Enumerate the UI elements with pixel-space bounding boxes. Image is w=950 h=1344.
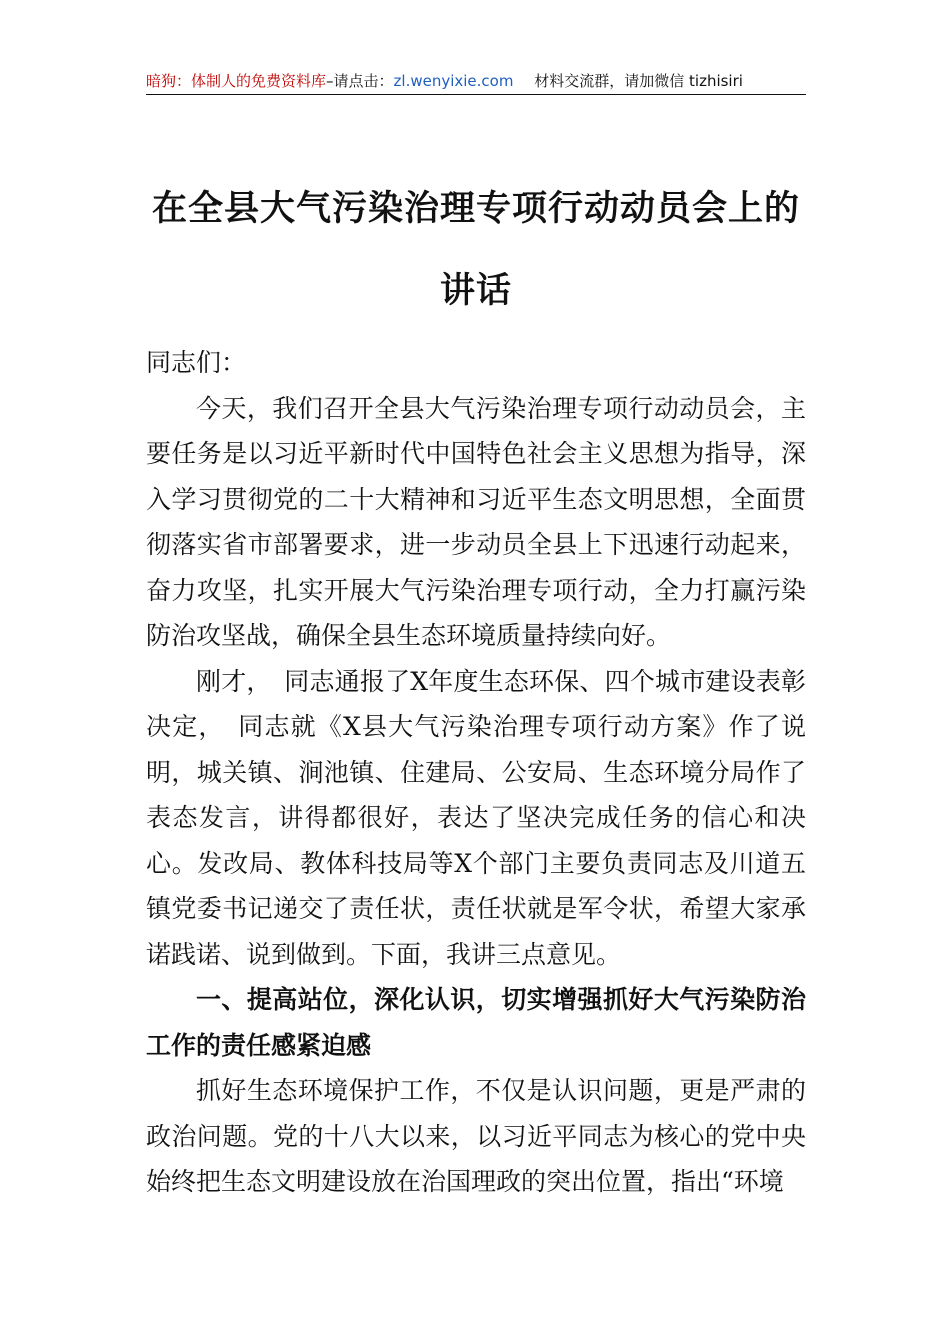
section-1-paragraph: 抓好生态环境保护工作，不仅是认识问题，更是严肃的政治问题。党的十八大以来，以习近平同志为核心的党中央始终把生态文明建设放在治国理政的突出位置，指出“环境	[146, 1076, 806, 1196]
paragraph-1: 今天，我们召开全县大气污染治理专项行动动员会，主要任务是以习近平新时代中国特色社会主义思想为指导，深入学习贯彻党的二十大精神和习近平生态文明思想，全面贯彻落实省市部署要求，进一步动员全县上下迅速行动起来，奋力攻坚，扎实开展大气污染治理专项行动，全力打赢污染防治攻坚战，确保全县生态环境质量持续向好。	[146, 393, 806, 650]
document-body	[146, 340, 806, 1205]
title-line-1: 在全县大气污染治理专项行动动员会上的	[151, 188, 800, 229]
title-line-2: 讲话	[439, 270, 512, 311]
header-group-note: 材料交流群，请加微信 tizhisiri	[534, 72, 743, 90]
section-heading-1: 一、提高站位，深化认识，切实增强抓好大气污染防治工作的责任感紧迫感	[146, 985, 806, 1060]
header-divider	[146, 94, 806, 95]
header-brand[interactable]: 暗狗：体制人的免费资料库	[146, 72, 327, 90]
paragraph-2: 刚才， 同志通报了X年度生态环保、四个城市建设表彰决定， 同志就《X县大气污染治理专项行动方案》作了说明，城关镇、涧池镇、住建局、公安局、生态环境分局作了表态发言，讲得都很好，表达了坚决完成任务的信心和决心。发改局、教体科技局等X个部门主要负责同志及川道五镇党委书记递交了责任状，责任状就是军令状，希望大家承诺践诺、说到做到。下面，我讲三点意见。	[146, 666, 806, 969]
header-prompt: –请点击：	[326, 72, 394, 90]
header-url-link[interactable]: zl.wenyixie.com	[393, 72, 514, 90]
document-title	[146, 168, 806, 332]
header-banner	[146, 70, 806, 94]
salutation: 同志们：	[146, 348, 247, 377]
